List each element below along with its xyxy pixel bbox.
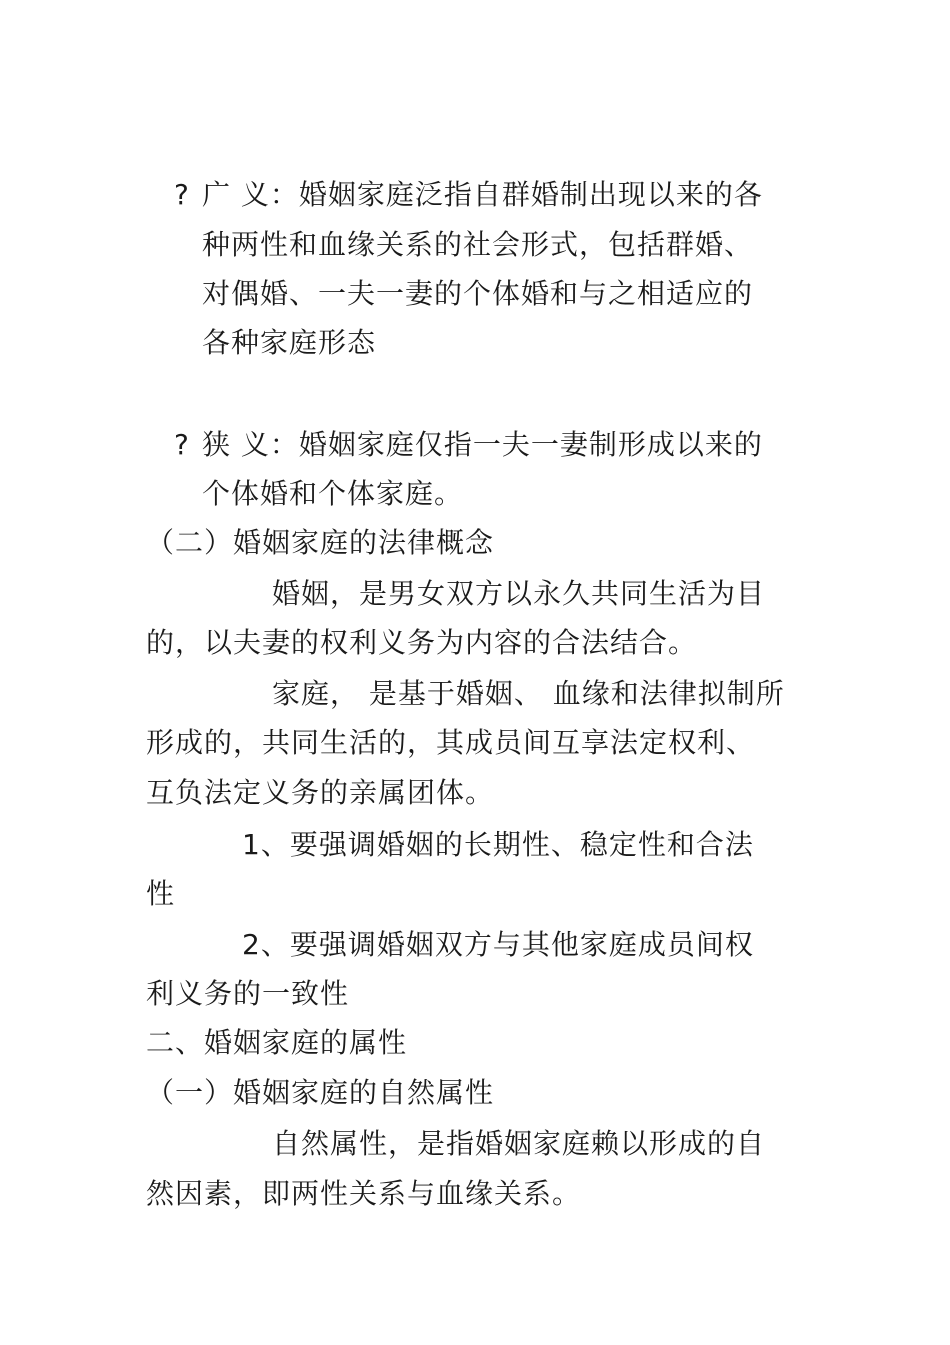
bullet-narrow: ? — [174, 428, 189, 461]
point1-line-1: 1、要强调婚姻的长期性、稳定性和合法 — [242, 828, 754, 861]
family-def-line-3: 互负法定义务的亲属团体。 — [146, 776, 495, 809]
marriage-def-line-1: 婚姻，是男女双方以永久共同生活为目 — [272, 577, 766, 610]
narrow-line-2: 个体婚和个体家庭。 — [202, 477, 464, 510]
point2-line-2: 利义务的一致性 — [146, 977, 350, 1010]
broad-line-2: 种两性和血缘关系的社会形式，包括群婚、 — [202, 228, 754, 261]
point2-line-1: 2、要强调婚姻双方与其他家庭成员间权 — [242, 928, 754, 961]
legal-heading: （二）婚姻家庭的法律概念 — [146, 526, 495, 559]
point1-line-2: 性 — [146, 877, 176, 910]
bullet-broad: ? — [174, 178, 189, 211]
natural-def-line-1: 自然属性，是指婚姻家庭赖以形成的自 — [272, 1127, 766, 1160]
broad-line-1: 广 义：婚姻家庭泛指自群婚制出现以来的各 — [202, 178, 763, 211]
marriage-def-line-2: 的，以夫妻的权利义务为内容的合法结合。 — [146, 626, 698, 659]
broad-line-3: 对偶婚、一夫一妻的个体婚和与之相适应的 — [202, 277, 754, 310]
family-def-line-2: 形成的，共同生活的，其成员间互享法定权利、 — [146, 726, 756, 759]
broad-line-4: 各种家庭形态 — [202, 326, 377, 359]
section2-heading: 二、婚姻家庭的属性 — [146, 1026, 408, 1059]
natural-heading: （一）婚姻家庭的自然属性 — [146, 1076, 495, 1109]
narrow-line-1: 狭 义：婚姻家庭仅指一夫一妻制形成以来的 — [202, 428, 763, 461]
family-def-line-1: 家庭， 是基于婚姻、 血缘和法律拟制所 — [272, 677, 785, 710]
natural-def-line-2: 然因素，即两性关系与血缘关系。 — [146, 1177, 582, 1210]
